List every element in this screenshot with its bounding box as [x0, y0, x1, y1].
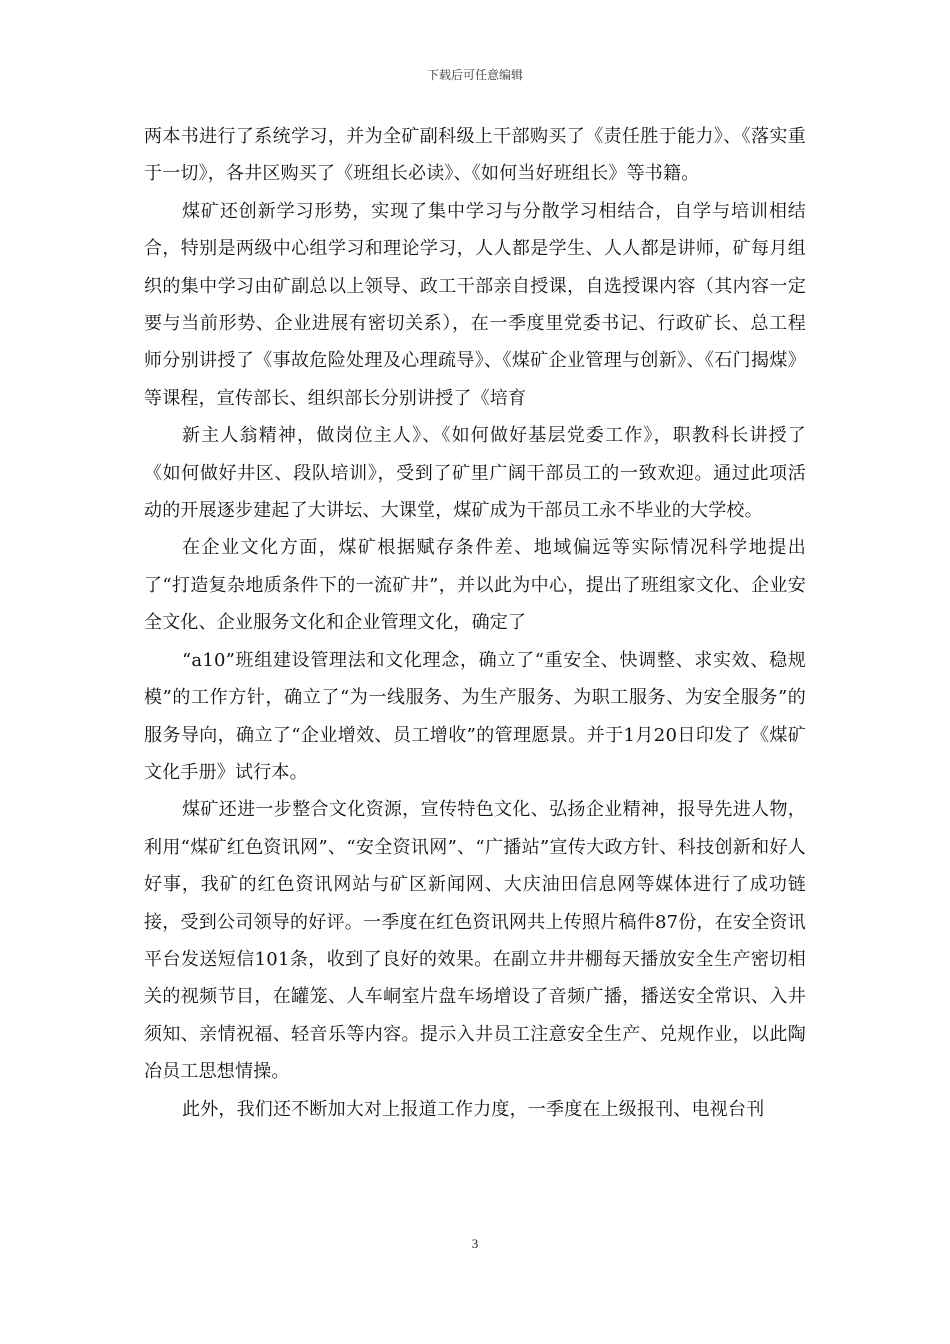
- paragraph-4: 在企业文化方面，煤矿根据赋存条件差、地域偏远等实际情况科学地提出了“打造复杂地质条件下的一流矿井”，并以此为中心，提出了班组家文化、企业安全文化、企业服务文化和企业管理文化，确定了: [144, 537, 806, 634]
- document-body: [144, 118, 806, 1128]
- page-header: 下载后可任意编辑: [426, 68, 523, 82]
- paragraph-1: 两本书进行了系统学习，并为全矿副科级上干部购买了《责任胜于能力》、《落实重于一切》，各井区购买了《班组长必读》、《如何当好班组长》等书籍。: [144, 126, 806, 185]
- paragraph-7: 此外，我们还不断加大对上报道工作力度，一季度在上级报刊、电视台刊: [182, 1098, 765, 1120]
- paragraph-5: “a10”班组建设管理法和文化理念，确立了“重安全、快调整、求实效、稳规模”的工作方针，确立了“为一线服务、为生产服务、为职工服务、为安全服务”的服务导向，确立了“企业增效、员工增收”的管理愿景。并于1月20日印发了《煤矿文化手册》试行本。: [144, 649, 806, 783]
- page-number: 3: [471, 1236, 479, 1251]
- paragraph-3: 新主人翁精神，做岗位主人》、《如何做好基层党委工作》，职教科长讲授了《如何做好井区、段队培训》，受到了矿里广阔干部员工的一致欢迎。通过此项活动的开展逐步建起了大讲坛、大课堂，煤矿成为干部员工永不毕业的大学校。: [144, 425, 806, 522]
- paragraph-6: 煤矿还进一步整合文化资源，宣传特色文化、弘扬企业精神，报导先进人物，利用“煤矿红色资讯网”、“安全资讯网”、“广播站”宣传大政方针、科技创新和好人好事，我矿的红色资讯网站与矿区新闻网、大庆油田信息网等媒体进行了成功链接，受到公司领导的好评。一季度在红色资讯网共上传照片稿件87份，在安全资讯平台发送短信101条，收到了良好的效果。在副立井井棚每天播放安全生产密切相关的视频节目，在罐笼、人车峒室片盘车场增设了音频广播，播送安全常识、入井须知、亲情祝福、轻音乐等内容。提示入井员工注意安全生产、兑规作业，以此陶冶员工思想情操。: [144, 799, 806, 1083]
- paragraph-2: 煤矿还创新学习形势，实现了集中学习与分散学习相结合，自学与培训相结合，特别是两级中心组学习和理论学习，人人都是学生、人人都是讲师，矿每月组织的集中学习由矿副总以上领导、政工干部亲自授课，自选授课内容（其内容一定要与当前形势、企业进展有密切关系），在一季度里党委书记、行政矿长、总工程师分别讲授了《事故危险处理及心理疏导》、《煤矿企业管理与创新》、《石门揭煤》等课程，宣传部长、组织部长分别讲授了《培育: [144, 200, 806, 409]
